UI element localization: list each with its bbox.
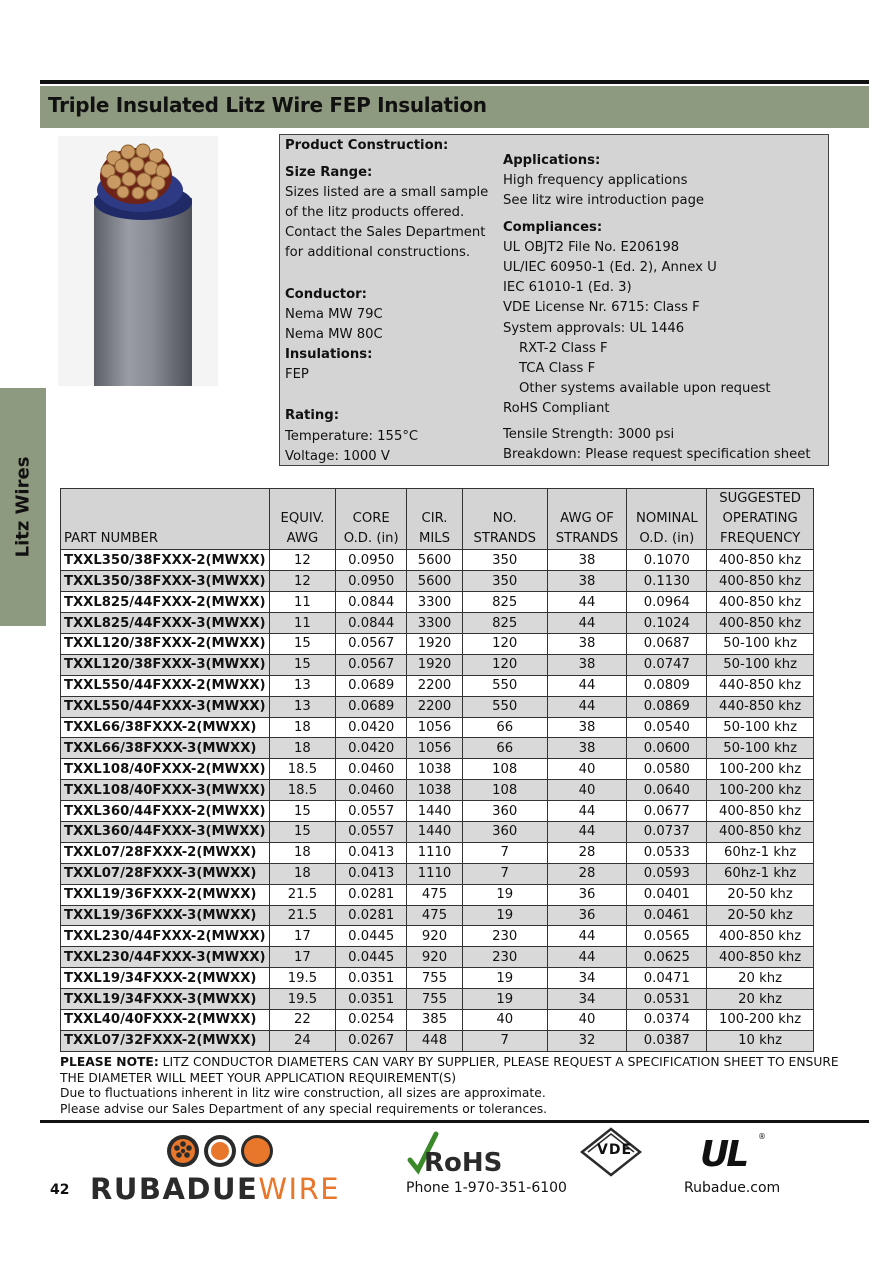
table-cell: 0.0964 xyxy=(627,592,707,613)
size-range-heading: Size Range: xyxy=(285,165,373,180)
vde-mark-icon xyxy=(578,1126,644,1182)
table-row xyxy=(61,801,814,822)
please-note-label: PLEASE NOTE: xyxy=(60,1055,159,1069)
table-cell: 19 xyxy=(462,968,547,989)
table-cell: 10 khz xyxy=(707,1030,814,1051)
table-cell: 21.5 xyxy=(269,884,336,905)
table-cell: 0.0687 xyxy=(627,633,707,654)
table-cell: 0.0844 xyxy=(336,613,407,634)
table-cell: 0.0387 xyxy=(627,1030,707,1051)
table-cell: 400-850 khz xyxy=(707,550,814,571)
table-cell: 44 xyxy=(547,592,627,613)
part-number-cell: TXXL07/32FXXX-2(MWXX) xyxy=(61,1030,270,1051)
header-core-od: CORE O.D. (in) xyxy=(336,489,407,550)
table-cell: 20-50 khz xyxy=(707,884,814,905)
top-rule xyxy=(40,80,869,84)
table-row xyxy=(61,696,814,717)
table-cell: 400-850 khz xyxy=(707,592,814,613)
table-cell: 475 xyxy=(407,905,463,926)
table-cell: 20 khz xyxy=(707,968,814,989)
part-number-cell: TXXL120/38FXXX-2(MWXX) xyxy=(61,633,270,654)
table-cell: 34 xyxy=(547,989,627,1010)
part-number-cell: TXXL40/40FXXX-2(MWXX) xyxy=(61,1009,270,1030)
system-approval-line: Other systems available upon request xyxy=(519,381,771,396)
size-range-line: Contact the Sales Department xyxy=(285,225,486,240)
part-number-cell: TXXL19/34FXXX-3(MWXX) xyxy=(61,989,270,1010)
table-cell: 0.0689 xyxy=(336,675,407,696)
table-cell: 12 xyxy=(269,571,336,592)
table-cell: 38 xyxy=(547,550,627,571)
note-line: Due to fluctuations inherent in litz wire construction, all sizes are approximate. xyxy=(60,1086,546,1101)
table-cell: 7 xyxy=(462,842,547,863)
table-cell: 32 xyxy=(547,1030,627,1051)
table-cell: 7 xyxy=(462,863,547,884)
table-cell: 44 xyxy=(547,801,627,822)
table-row xyxy=(61,759,814,780)
table-cell: 5600 xyxy=(407,550,463,571)
table-cell: 0.0461 xyxy=(627,905,707,926)
table-row xyxy=(61,592,814,613)
table-cell: 350 xyxy=(462,550,547,571)
table-cell: 1920 xyxy=(407,633,463,654)
table-cell: 0.0460 xyxy=(336,759,407,780)
table-cell: 0.0567 xyxy=(336,633,407,654)
table-cell: 825 xyxy=(462,592,547,613)
table-cell: 1056 xyxy=(407,738,463,759)
table-cell: 100-200 khz xyxy=(707,780,814,801)
table-cell: 18 xyxy=(269,717,336,738)
table-cell: 440-850 khz xyxy=(707,696,814,717)
table-cell: 1056 xyxy=(407,717,463,738)
vde-label: VDE xyxy=(597,1142,633,1158)
table-row xyxy=(61,780,814,801)
table-cell: 19 xyxy=(462,884,547,905)
table-cell: 0.0950 xyxy=(336,550,407,571)
table-cell: 44 xyxy=(547,613,627,634)
table-cell: 0.0413 xyxy=(336,842,407,863)
table-row xyxy=(61,571,814,592)
header-no-strands: NO. STRANDS xyxy=(462,489,547,550)
side-tab xyxy=(0,388,46,626)
part-number-cell: TXXL360/44FXXX-2(MWXX) xyxy=(61,801,270,822)
table-cell: 230 xyxy=(462,926,547,947)
table-row xyxy=(61,633,814,654)
bottom-rule xyxy=(40,1120,869,1123)
brand-logo-icon xyxy=(165,1133,275,1173)
table-row xyxy=(61,989,814,1010)
page-number: 42 xyxy=(50,1182,70,1198)
table-row xyxy=(61,863,814,884)
table-row xyxy=(61,550,814,571)
part-number-cell: TXXL230/44FXXX-2(MWXX) xyxy=(61,926,270,947)
table-cell: 38 xyxy=(547,633,627,654)
table-cell: 0.0540 xyxy=(627,717,707,738)
compliances-heading: Compliances: xyxy=(503,220,603,235)
notes xyxy=(60,1055,839,1117)
header-equiv-awg: EQUIV. AWG xyxy=(269,489,336,550)
header-awg-of-strands: AWG OF STRANDS xyxy=(547,489,627,550)
rating-heading: Rating: xyxy=(285,408,339,423)
table-cell: 18 xyxy=(269,863,336,884)
table-cell: 0.0600 xyxy=(627,738,707,759)
table-cell: 40 xyxy=(547,780,627,801)
table-row xyxy=(61,717,814,738)
table-cell: 0.0460 xyxy=(336,780,407,801)
table-cell: 448 xyxy=(407,1030,463,1051)
product-construction-heading: Product Construction: xyxy=(285,138,449,153)
table-row xyxy=(61,613,814,634)
part-number-cell: TXXL360/44FXXX-3(MWXX) xyxy=(61,821,270,842)
table-cell: 0.0567 xyxy=(336,654,407,675)
table-cell: 38 xyxy=(547,571,627,592)
insulations-heading: Insulations: xyxy=(285,347,373,362)
table-cell: 13 xyxy=(269,696,336,717)
compliance-line: VDE License Nr. 6715: Class F xyxy=(503,300,700,315)
table-cell: 0.0254 xyxy=(336,1009,407,1030)
table-cell: 18 xyxy=(269,842,336,863)
table-cell: 11 xyxy=(269,613,336,634)
table-cell: 50-100 khz xyxy=(707,717,814,738)
table-row xyxy=(61,1009,814,1030)
rating-line: Voltage: 1000 V xyxy=(285,449,390,464)
table-cell: 755 xyxy=(407,968,463,989)
table-cell: 0.0420 xyxy=(336,738,407,759)
table-cell: 0.0640 xyxy=(627,780,707,801)
table-cell: 1440 xyxy=(407,801,463,822)
table-cell: 19.5 xyxy=(269,968,336,989)
table-cell: 0.0267 xyxy=(336,1030,407,1051)
table-row xyxy=(61,968,814,989)
table-row xyxy=(61,905,814,926)
table-row xyxy=(61,738,814,759)
table-cell: 36 xyxy=(547,884,627,905)
table-cell: 21.5 xyxy=(269,905,336,926)
table-cell: 24 xyxy=(269,1030,336,1051)
table-cell: 18.5 xyxy=(269,759,336,780)
table-cell: 0.1130 xyxy=(627,571,707,592)
table-cell: 66 xyxy=(462,738,547,759)
table-row xyxy=(61,842,814,863)
title-bar xyxy=(40,86,869,128)
table-cell: 0.0737 xyxy=(627,821,707,842)
table-cell: 350 xyxy=(462,571,547,592)
tensile-line: Tensile Strength: 3000 psi xyxy=(503,427,675,442)
note-line: Please advise our Sales Department of any special requirements or tolerances. xyxy=(60,1101,548,1116)
table-cell: 0.0531 xyxy=(627,989,707,1010)
table-header-row xyxy=(61,489,814,550)
brand-name: RUBADUEWIRE xyxy=(90,1172,341,1206)
table-cell: 0.0747 xyxy=(627,654,707,675)
table-cell: 550 xyxy=(462,675,547,696)
applications-heading: Applications: xyxy=(503,153,601,168)
note-line xyxy=(60,1055,839,1071)
part-number-cell: TXXL07/28FXXX-3(MWXX) xyxy=(61,863,270,884)
header-frequency: SUGGESTED OPERATING FREQUENCY xyxy=(707,489,814,550)
table-cell: 38 xyxy=(547,738,627,759)
table-cell: 475 xyxy=(407,884,463,905)
note-line: THE DIAMETER WILL MEET YOUR APPLICATION REQUIREMENT(S) xyxy=(60,1070,457,1085)
table-cell: 400-850 khz xyxy=(707,613,814,634)
table-row xyxy=(61,675,814,696)
table-cell: 20 khz xyxy=(707,989,814,1010)
compliance-line: UL/IEC 60950-1 (Ed. 2), Annex U xyxy=(503,260,717,275)
compliance-line: UL OBJT2 File No. E206198 xyxy=(503,240,680,255)
part-number-cell: TXXL825/44FXXX-2(MWXX) xyxy=(61,592,270,613)
table-cell: 3300 xyxy=(407,613,463,634)
conductor-line: Nema MW 80C xyxy=(285,327,383,342)
table-cell: 0.0351 xyxy=(336,968,407,989)
table-row xyxy=(61,821,814,842)
table-cell: 17 xyxy=(269,926,336,947)
header-cir-mils: CIR. MILS xyxy=(407,489,463,550)
table-cell: 0.0374 xyxy=(627,1009,707,1030)
table-cell: 0.0844 xyxy=(336,592,407,613)
header-part-number: PART NUMBER xyxy=(61,489,270,550)
table-cell: 0.0533 xyxy=(627,842,707,863)
table-cell: 34 xyxy=(547,968,627,989)
table-cell: 40 xyxy=(547,1009,627,1030)
table-cell: 400-850 khz xyxy=(707,947,814,968)
table-cell: 1110 xyxy=(407,863,463,884)
table-cell: 11 xyxy=(269,592,336,613)
part-number-cell: TXXL350/38FXXX-2(MWXX) xyxy=(61,550,270,571)
table-cell: 1110 xyxy=(407,842,463,863)
table-cell: 17 xyxy=(269,947,336,968)
table-cell: 44 xyxy=(547,947,627,968)
table-cell: 18 xyxy=(269,738,336,759)
table-cell: 15 xyxy=(269,821,336,842)
table-cell: 360 xyxy=(462,821,547,842)
table-row xyxy=(61,884,814,905)
table-cell: 2200 xyxy=(407,696,463,717)
table-cell: 19 xyxy=(462,989,547,1010)
website: Rubadue.com xyxy=(684,1180,781,1196)
table-cell: 1920 xyxy=(407,654,463,675)
table-cell: 18.5 xyxy=(269,780,336,801)
table-cell: 0.0557 xyxy=(336,821,407,842)
ul-mark-icon xyxy=(700,1132,766,1175)
ul-label: UL xyxy=(700,1134,747,1175)
table-cell: 550 xyxy=(462,696,547,717)
table-cell: 0.0351 xyxy=(336,989,407,1010)
table-cell: 60hz-1 khz xyxy=(707,863,814,884)
table-cell: 15 xyxy=(269,633,336,654)
rohs-logo xyxy=(406,1130,516,1182)
rohs-compliant-line: RoHS Compliant xyxy=(503,401,610,416)
phone-number: Phone 1-970-351-6100 xyxy=(406,1180,567,1196)
system-approval-line: TCA Class F xyxy=(519,361,596,376)
table-cell: 44 xyxy=(547,821,627,842)
table-cell: 400-850 khz xyxy=(707,926,814,947)
table-cell: 385 xyxy=(407,1009,463,1030)
table-cell: 400-850 khz xyxy=(707,801,814,822)
applications-line: High frequency applications xyxy=(503,173,688,188)
table-cell: 120 xyxy=(462,654,547,675)
table-cell: 1038 xyxy=(407,759,463,780)
part-number-cell: TXXL350/38FXXX-3(MWXX) xyxy=(61,571,270,592)
table-cell: 120 xyxy=(462,633,547,654)
table-cell: 40 xyxy=(547,759,627,780)
table-cell: 1440 xyxy=(407,821,463,842)
table-cell: 0.0677 xyxy=(627,801,707,822)
table-cell: 0.0593 xyxy=(627,863,707,884)
table-cell: 15 xyxy=(269,654,336,675)
size-range-line: for additional constructions. xyxy=(285,245,471,260)
table-cell: 360 xyxy=(462,801,547,822)
header-nominal-od: NOMINAL O.D. (in) xyxy=(627,489,707,550)
breakdown-line: Breakdown: Please request specification sheet xyxy=(503,447,811,462)
insulations-line: FEP xyxy=(285,367,309,382)
table-cell: 100-200 khz xyxy=(707,759,814,780)
table-row xyxy=(61,947,814,968)
table-cell: 38 xyxy=(547,717,627,738)
table-cell: 0.0565 xyxy=(627,926,707,947)
table-cell: 19.5 xyxy=(269,989,336,1010)
table-cell: 50-100 khz xyxy=(707,738,814,759)
table-cell: 108 xyxy=(462,780,547,801)
part-number-cell: TXXL550/44FXXX-3(MWXX) xyxy=(61,696,270,717)
size-range-line: Sizes listed are a small sample xyxy=(285,185,489,200)
wire-photo xyxy=(58,136,218,386)
table-cell: 1038 xyxy=(407,780,463,801)
part-number-cell: TXXL230/44FXXX-3(MWXX) xyxy=(61,947,270,968)
size-range-line: of the litz products offered. xyxy=(285,205,465,220)
table-cell: 755 xyxy=(407,989,463,1010)
table-cell: 50-100 khz xyxy=(707,654,814,675)
table-row xyxy=(61,926,814,947)
table-cell: 0.0413 xyxy=(336,863,407,884)
table-row xyxy=(61,654,814,675)
table-cell: 12 xyxy=(269,550,336,571)
parts-table xyxy=(60,488,814,1052)
table-cell: 22 xyxy=(269,1009,336,1030)
table-cell: 0.0471 xyxy=(627,968,707,989)
table-cell: 0.0869 xyxy=(627,696,707,717)
table-cell: 0.0689 xyxy=(336,696,407,717)
table-cell: 825 xyxy=(462,613,547,634)
table-row xyxy=(61,1030,814,1051)
part-number-cell: TXXL550/44FXXX-2(MWXX) xyxy=(61,675,270,696)
conductor-heading: Conductor: xyxy=(285,287,367,302)
table-cell: 19 xyxy=(462,905,547,926)
part-number-cell: TXXL825/44FXXX-3(MWXX) xyxy=(61,613,270,634)
table-cell: 230 xyxy=(462,947,547,968)
conductor-line: Nema MW 79C xyxy=(285,307,383,322)
table-cell: 100-200 khz xyxy=(707,1009,814,1030)
table-cell: 44 xyxy=(547,675,627,696)
compliance-line: System approvals: UL 1446 xyxy=(503,321,685,336)
table-cell: 28 xyxy=(547,863,627,884)
table-cell: 0.0281 xyxy=(336,905,407,926)
table-cell: 440-850 khz xyxy=(707,675,814,696)
part-number-cell: TXXL66/38FXXX-3(MWXX) xyxy=(61,738,270,759)
table-cell: 108 xyxy=(462,759,547,780)
table-cell: 0.0557 xyxy=(336,801,407,822)
table-cell: 7 xyxy=(462,1030,547,1051)
please-note-text: LITZ CONDUCTOR DIAMETERS CAN VARY BY SUPPLIER, PLEASE REQUEST A SPECIFICATION SHEET TO ENSURE xyxy=(158,1055,839,1069)
table-cell: 38 xyxy=(547,654,627,675)
registered-icon: ® xyxy=(758,1132,766,1141)
compliance-line: IEC 61010-1 (Ed. 3) xyxy=(503,280,632,295)
rating-line: Temperature: 155°C xyxy=(285,429,419,444)
page-title: Triple Insulated Litz Wire FEP Insulation xyxy=(48,93,487,117)
part-number-cell: TXXL66/38FXXX-2(MWXX) xyxy=(61,717,270,738)
table-cell: 400-850 khz xyxy=(707,821,814,842)
table-cell: 3300 xyxy=(407,592,463,613)
table-cell: 0.0445 xyxy=(336,926,407,947)
table-cell: 0.0420 xyxy=(336,717,407,738)
part-number-cell: TXXL07/28FXXX-2(MWXX) xyxy=(61,842,270,863)
part-number-cell: TXXL108/40FXXX-3(MWXX) xyxy=(61,780,270,801)
table-cell: 0.0281 xyxy=(336,884,407,905)
table-cell: 13 xyxy=(269,675,336,696)
rohs-label: RoHS xyxy=(424,1148,503,1178)
system-approval-line: RXT-2 Class F xyxy=(519,341,608,356)
table-cell: 0.0625 xyxy=(627,947,707,968)
table-cell: 0.0950 xyxy=(336,571,407,592)
table-cell: 2200 xyxy=(407,675,463,696)
part-number-cell: TXXL19/36FXXX-3(MWXX) xyxy=(61,905,270,926)
table-cell: 15 xyxy=(269,801,336,822)
applications-line: See litz wire introduction page xyxy=(503,193,705,208)
table-cell: 66 xyxy=(462,717,547,738)
part-number-cell: TXXL108/40FXXX-2(MWXX) xyxy=(61,759,270,780)
table-cell: 50-100 khz xyxy=(707,633,814,654)
table-cell: 0.0445 xyxy=(336,947,407,968)
table-cell: 44 xyxy=(547,926,627,947)
table-cell: 0.0401 xyxy=(627,884,707,905)
table-cell: 20-50 khz xyxy=(707,905,814,926)
table-cell: 0.0580 xyxy=(627,759,707,780)
part-number-cell: TXXL19/36FXXX-2(MWXX) xyxy=(61,884,270,905)
table-cell: 40 xyxy=(462,1009,547,1030)
part-number-cell: TXXL120/38FXXX-3(MWXX) xyxy=(61,654,270,675)
side-tab-label: Litz Wires xyxy=(12,456,34,558)
table-cell: 0.0809 xyxy=(627,675,707,696)
table-cell: 920 xyxy=(407,926,463,947)
table-cell: 36 xyxy=(547,905,627,926)
table-cell: 400-850 khz xyxy=(707,571,814,592)
part-number-cell: TXXL19/34FXXX-2(MWXX) xyxy=(61,968,270,989)
table-cell: 0.1070 xyxy=(627,550,707,571)
table-cell: 60hz-1 khz xyxy=(707,842,814,863)
table-cell: 920 xyxy=(407,947,463,968)
table-cell: 44 xyxy=(547,696,627,717)
spec-box xyxy=(279,134,829,466)
table-cell: 28 xyxy=(547,842,627,863)
table-cell: 5600 xyxy=(407,571,463,592)
table-cell: 0.1024 xyxy=(627,613,707,634)
